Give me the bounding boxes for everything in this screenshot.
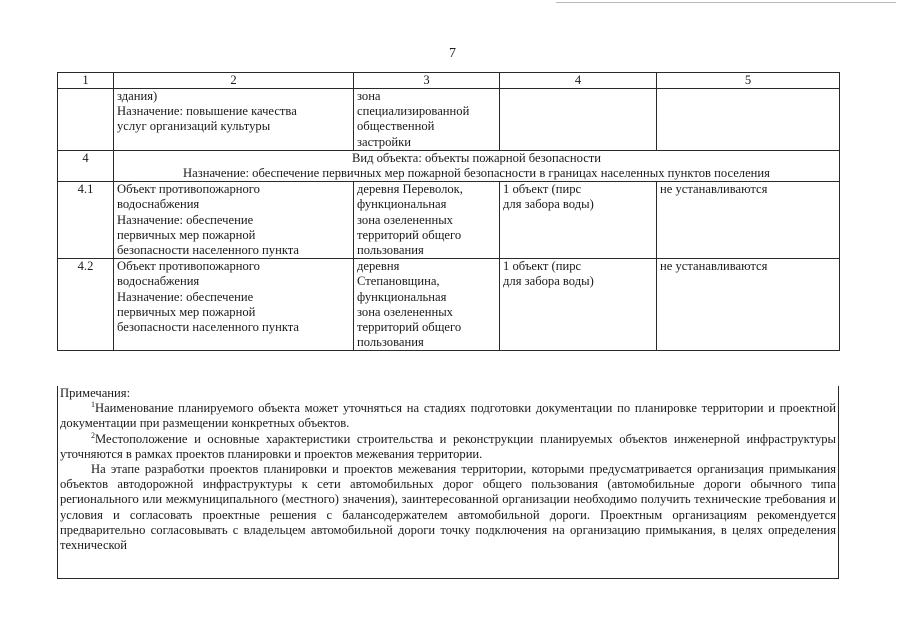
parameters-cell: 1 объект (пирс для забора воды): [500, 259, 657, 351]
parameters-cell: [500, 89, 657, 151]
notes-title: Примечания:: [60, 386, 131, 400]
note-2: [60, 432, 836, 462]
footnote-mark: 1: [91, 400, 95, 410]
column-header: 3: [354, 73, 500, 89]
note-2-text: Местоположение и основные характеристики строительства и реконструкции планируемых объектов инженерной инфраструктуры уточняются в рамках проектов планировки и проектов межевания территории.: [60, 431, 836, 461]
objects-table: [57, 72, 840, 351]
zones-cell: не устанавливаются: [657, 259, 840, 351]
notes-section: [57, 386, 839, 579]
zones-cell: [657, 89, 840, 151]
column-header: 2: [114, 73, 354, 89]
top-edge-line: [556, 2, 896, 3]
object-name-cell: здания) Назначение: повышение качества услуг организаций культуры: [114, 89, 354, 151]
row-number: 4.2: [58, 259, 114, 351]
group-description: Вид объекта: объекты пожарной безопасности Назначение: обеспечение первичных мер пожарной безопасности в границах населенных пунктов поселения: [114, 150, 840, 181]
page-number: 7: [449, 46, 456, 61]
table-row: [58, 89, 840, 151]
table-row: [58, 259, 840, 351]
group-number: 4: [58, 150, 114, 181]
note-1: [60, 401, 836, 431]
row-number: [58, 89, 114, 151]
footnote-mark: 2: [91, 430, 95, 440]
location-cell: зона специализированной общественной застройки: [354, 89, 500, 151]
location-cell: деревня Степановщина, функциональная зона озелененных территорий общего пользования: [354, 259, 500, 351]
object-name-cell: Объект противопожарного водоснабжения Назначение: обеспечение первичных мер пожарной безопасности населенного пункта: [114, 259, 354, 351]
table-header-row: [58, 73, 840, 89]
notes-paragraph: На этапе разработки проектов планировки и проектов межевания территории, которыми предусматривается организация примыкания объектов автодорожной инфраструктуры к сети автомобильных дорог общего пользования (автомобильные дороги обычного типа регионального или межмуниципального (местного) значения), заинтересованной организации необходимо получить технические требования и условия и согласовать проектные решения с балансодержателем автомобильной дороги. Проектным организациям рекомендуется предварительно согласовывать с владельцем автомобильной дороги точку подключения на организацию примыкания, в целях определения технической: [60, 462, 836, 553]
column-header: 1: [58, 73, 114, 89]
note-1-text: Наименование планируемого объекта может уточняться на стадиях подготовки документации по планировке территории и проектной документации при размещении конкретных объектов.: [60, 401, 836, 431]
location-cell: деревня Переволок, функциональная зона озелененных территорий общего пользования: [354, 182, 500, 259]
table-group-row: [58, 150, 840, 181]
column-header: 4: [500, 73, 657, 89]
table-row: [58, 182, 840, 259]
column-header: 5: [657, 73, 840, 89]
row-number: 4.1: [58, 182, 114, 259]
zones-cell: не устанавливаются: [657, 182, 840, 259]
parameters-cell: 1 объект (пирс для забора воды): [500, 182, 657, 259]
object-name-cell: Объект противопожарного водоснабжения Назначение: обеспечение первичных мер пожарной безопасности населенного пункта: [114, 182, 354, 259]
